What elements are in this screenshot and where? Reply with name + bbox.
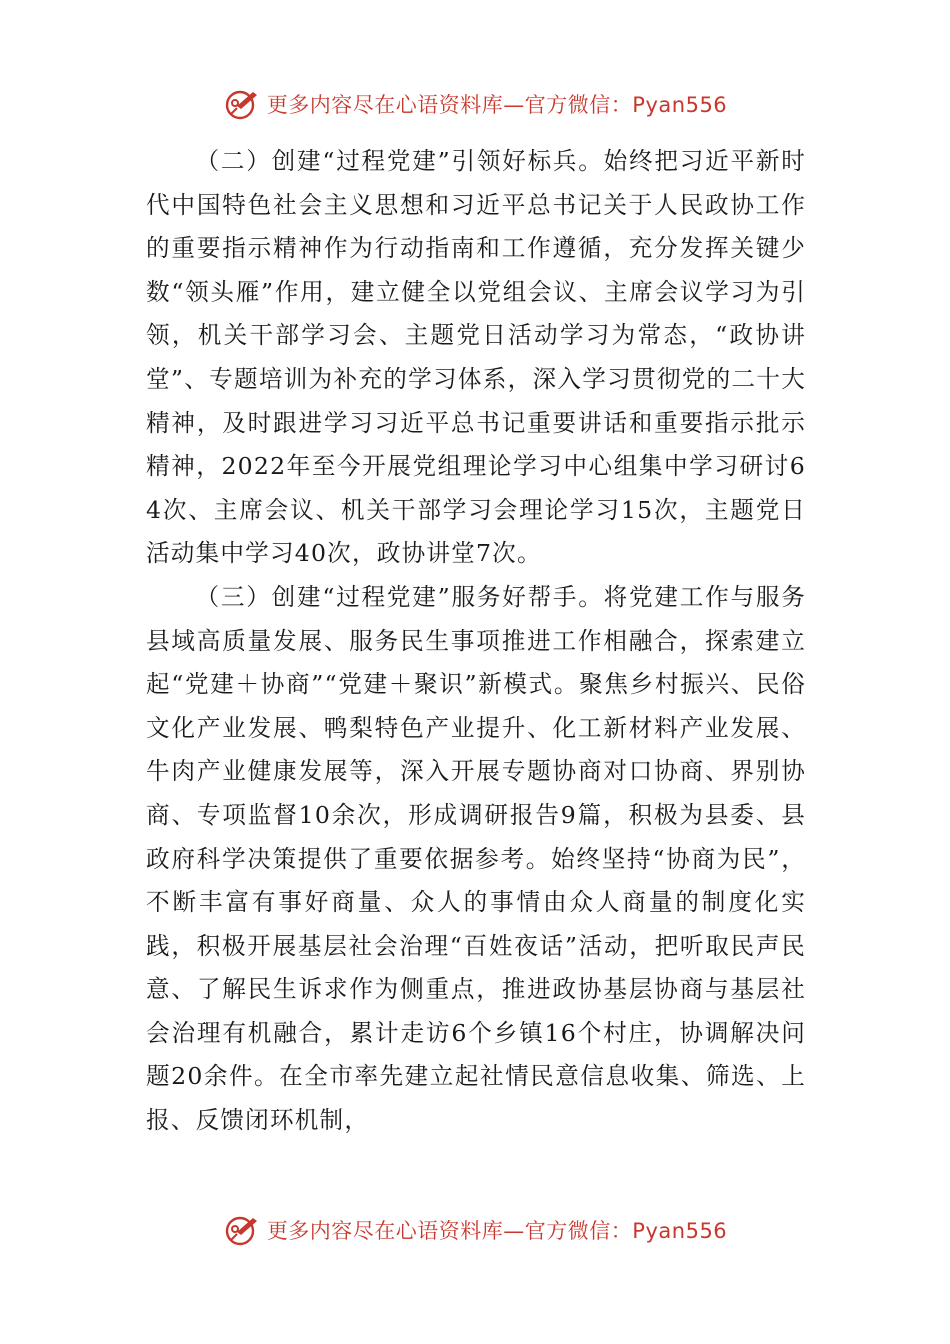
watermark-text: 更多内容尽在心语资料库—官方微信：Pyan556 (266, 93, 728, 117)
watermark-text: 更多内容尽在心语资料库—官方微信：Pyan556 (266, 1219, 728, 1243)
header-watermark (0, 84, 950, 124)
pen-circle-logo-icon (223, 1212, 261, 1248)
pen-circle-logo-icon (223, 86, 261, 122)
footer-watermark (0, 1210, 950, 1250)
document-body (146, 140, 806, 1143)
paragraph-section-three: （三）创建“过程党建”服务好帮手。将党建工作与服务县域高质量发展、服务民生事项推进工作相融合，探索建立起“党建＋协商”“党建＋聚识”新模式。聚焦乡村振兴、民俗文化产业发展、鸭梨特色产业提升、化工新材料产业发展、牛肉产业健康发展等，深入开展专题协商对口协商、界别协商、专项监督10余次，形成调研报告9篇，积极为县委、县政府科学决策提供了重要依据参考。始终坚持“协商为民”，不断丰富有事好商量、众人的事情由众人商量的制度化实践，积极开展基层社会治理“百姓夜话”活动，把听取民声民意、了解民生诉求作为侧重点，推进政协基层协商与基层社会治理有机融合，累计走访6个乡镇16个村庄，协调解决问题20余件。在全市率先建立起社情民意信息收集、筛选、上报、反馈闭环机制， (146, 582, 806, 1135)
paragraph-section-two: （二）创建“过程党建”引领好标兵。始终把习近平新时代中国特色社会主义思想和习近平总书记关于人民政协工作的重要指示精神作为行动指南和工作遵循，充分发挥关键少数“领头雁”作用，建立健全以党组会议、主席会议学习为引领，机关干部学习会、主题党日活动学习为常态，“政协讲堂”、专题培训为补充的学习体系，深入学习贯彻党的二十大精神，及时跟进学习习近平总书记重要讲话和重要指示批示精神，2022年至今开展党组理论学习中心组集中学习研讨64次、主席会议、机关干部学习会理论学习15次，主题党日活动集中学习40次，政协讲堂7次。 (146, 147, 806, 568)
